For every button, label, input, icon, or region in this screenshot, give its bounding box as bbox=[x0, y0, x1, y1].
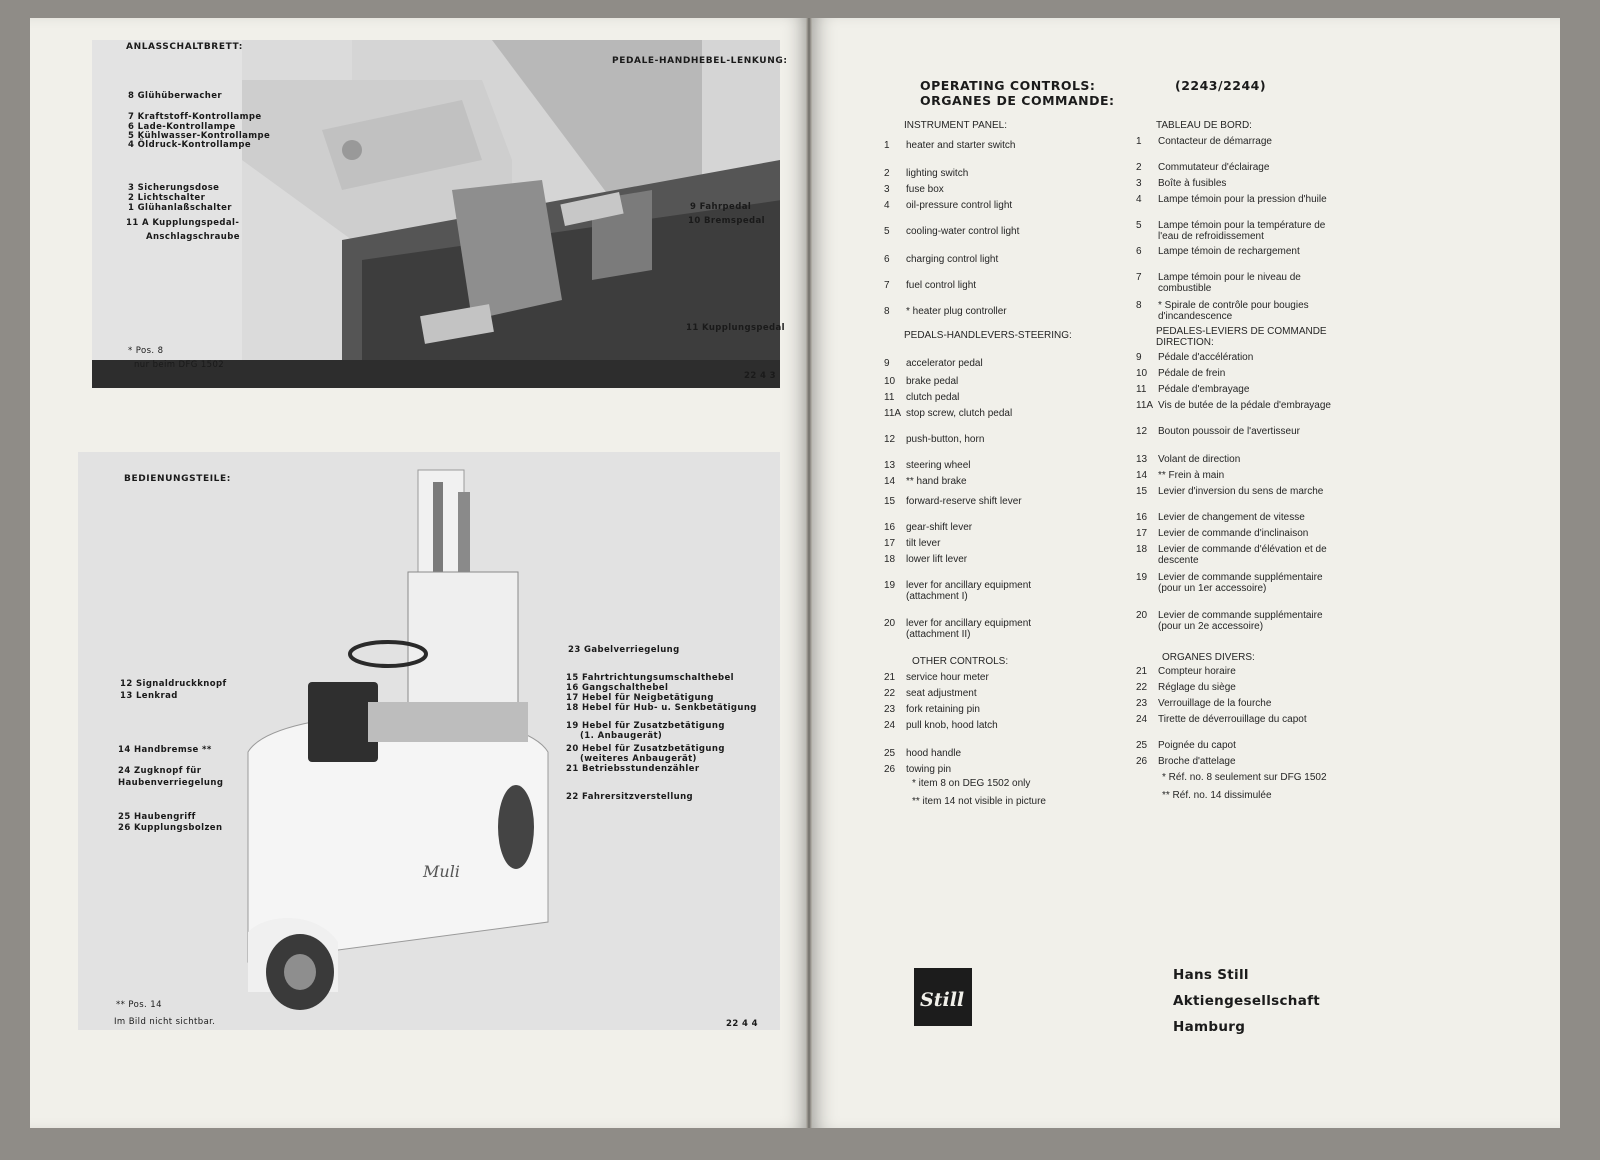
photo1-label: 6 Lade-Kontrollampe bbox=[128, 122, 236, 132]
still-logo-text: Still bbox=[920, 989, 965, 1011]
photo2-label: (1. Anbaugerät) bbox=[580, 731, 663, 741]
item-number: 19 bbox=[1136, 572, 1148, 583]
item-text: fuel control light bbox=[906, 280, 977, 291]
item-text: Lampe témoin de rechargement bbox=[1158, 246, 1300, 257]
item-text: lever for ancillary equipment (attachment II) bbox=[906, 618, 1032, 640]
english-footnote: * item 8 on DEG 1502 only bbox=[912, 778, 1031, 789]
item-number: 11A bbox=[884, 408, 902, 419]
photo1-label: 1 Glühanlaßschalter bbox=[128, 203, 232, 213]
photo1-label: Anschlagschraube bbox=[146, 232, 240, 242]
item-text: Pédale d'embrayage bbox=[1158, 384, 1250, 395]
photo1-label: 11 Kupplungspedal bbox=[686, 323, 785, 333]
item-text: cooling-water control light bbox=[906, 226, 1020, 237]
item-text: towing pin bbox=[906, 764, 952, 775]
item-number: 21 bbox=[1136, 666, 1148, 677]
french-footnote: ** Réf. no. 14 dissimulée bbox=[1162, 790, 1272, 801]
photo1-code: 22 4 3 bbox=[744, 371, 776, 381]
item-number: 14 bbox=[1136, 470, 1148, 481]
item-number: 6 bbox=[884, 254, 890, 265]
item-number: 22 bbox=[884, 688, 896, 699]
item-number: 11A bbox=[1136, 400, 1154, 411]
photo1-label: 7 Kraftstoff-Kontrollampe bbox=[128, 112, 262, 122]
item-number: 26 bbox=[884, 764, 896, 775]
french-section-title: ORGANES DIVERS: bbox=[1162, 652, 1255, 663]
item-number: 13 bbox=[1136, 454, 1148, 465]
item-number: 16 bbox=[884, 522, 896, 533]
title-english: OPERATING CONTROLS: bbox=[920, 78, 1096, 93]
photo1-label: 11 A Kupplungspedal- bbox=[126, 218, 240, 228]
item-text: Bouton poussoir de l'avertisseur bbox=[1158, 426, 1300, 437]
item-number: 9 bbox=[1136, 352, 1142, 363]
photo2-header: BEDIENUNGSTEILE: bbox=[124, 474, 231, 484]
item-text: hood handle bbox=[906, 748, 962, 759]
photo2-label: 23 Gabelverriegelung bbox=[568, 645, 680, 655]
item-text: steering wheel bbox=[906, 460, 971, 471]
forklift-photo bbox=[78, 452, 780, 1030]
item-number: 23 bbox=[884, 704, 896, 715]
item-number: 17 bbox=[884, 538, 896, 549]
item-text: clutch pedal bbox=[906, 392, 960, 403]
item-number: 11 bbox=[1136, 384, 1147, 395]
item-number: 7 bbox=[884, 280, 890, 291]
item-number: 7 bbox=[1136, 272, 1142, 283]
item-number: 25 bbox=[1136, 740, 1148, 751]
english-section-title: OTHER CONTROLS: bbox=[912, 656, 1009, 667]
item-text: Compteur horaire bbox=[1158, 666, 1236, 677]
item-text: Verrouillage de la fourche bbox=[1158, 698, 1272, 709]
item-number: 24 bbox=[884, 720, 896, 731]
item-number: 2 bbox=[1136, 162, 1142, 173]
french-section-title: PEDALES-LEVIERS DE COMMANDE DIRECTION: bbox=[1156, 326, 1327, 348]
photo2-label: 17 Hebel für Neigbetätigung bbox=[566, 693, 714, 703]
item-number: 26 bbox=[1136, 756, 1148, 767]
item-text: Pédale d'accélération bbox=[1158, 352, 1254, 363]
item-text: Vis de butée de la pédale d'embrayage bbox=[1158, 400, 1331, 411]
item-text: ** hand brake bbox=[906, 476, 967, 487]
item-number: 5 bbox=[1136, 220, 1142, 231]
company-line: Hamburg bbox=[1173, 1019, 1246, 1035]
item-number: 5 bbox=[884, 226, 890, 237]
photo1-label: 5 Kühlwasser-Kontrollampe bbox=[128, 131, 271, 141]
item-text: Lampe témoin pour la pression d'huile bbox=[1158, 194, 1327, 205]
photo1-label: 9 Fahrpedal bbox=[690, 202, 752, 212]
item-text: Broche d'attelage bbox=[1158, 756, 1236, 767]
item-text: Commutateur d'éclairage bbox=[1158, 162, 1270, 173]
photo1-header-right: PEDALE-HANDHEBEL-LENKUNG: bbox=[612, 56, 788, 66]
item-number: 3 bbox=[884, 184, 890, 195]
item-number: 10 bbox=[1136, 368, 1148, 379]
photo2-label: (weiteres Anbaugerät) bbox=[580, 754, 697, 764]
item-text: Volant de direction bbox=[1158, 454, 1241, 465]
item-number: 18 bbox=[1136, 544, 1148, 555]
item-text: push-button, horn bbox=[906, 434, 985, 445]
photo2-label: 13 Lenkrad bbox=[120, 691, 178, 701]
photo2-label: 22 Fahrersitzverstellung bbox=[566, 792, 694, 802]
photo2-note: Im Bild nicht sichtbar. bbox=[114, 1017, 216, 1027]
still-logo bbox=[914, 968, 972, 1026]
item-text: Contacteur de démarrage bbox=[1158, 136, 1272, 147]
french-section-title: TABLEAU DE BORD: bbox=[1156, 120, 1252, 131]
item-text: stop screw, clutch pedal bbox=[906, 408, 1013, 419]
photo1-note: nur beim DFG 1502 bbox=[134, 360, 225, 370]
photo1-header-left: ANLASSCHALTBRETT: bbox=[126, 42, 243, 52]
item-number: 8 bbox=[1136, 300, 1142, 311]
photo2-label: 26 Kupplungsbolzen bbox=[118, 823, 223, 833]
photo2-label: Haubenverriegelung bbox=[118, 778, 224, 788]
item-text: fuse box bbox=[906, 184, 944, 195]
photo2-label: 20 Hebel für Zusatzbetätigung bbox=[566, 744, 725, 754]
photo2-label: 16 Gangschalthebel bbox=[566, 683, 669, 693]
photo2-label: 15 Fahrtrichtungsumschalthebel bbox=[566, 673, 734, 683]
item-number: 8 bbox=[884, 306, 890, 317]
photo2-label: 25 Haubengriff bbox=[118, 812, 196, 822]
item-number: 9 bbox=[884, 358, 890, 369]
photo1-label: 10 Bremspedal bbox=[688, 216, 765, 226]
item-text: Levier de commande d'inclinaison bbox=[1158, 528, 1309, 539]
item-text: Levier de commande supplémentaire (pour un 2e accessoire) bbox=[1158, 610, 1323, 632]
photo1-note: * Pos. 8 bbox=[128, 346, 164, 356]
item-number: 18 bbox=[884, 554, 896, 565]
photo1-label: 3 Sicherungsdose bbox=[128, 183, 220, 193]
item-number: 3 bbox=[1136, 178, 1142, 189]
item-number: 16 bbox=[1136, 512, 1148, 523]
item-number: 12 bbox=[884, 434, 896, 445]
item-text: ** Frein à main bbox=[1158, 470, 1225, 481]
item-text: brake pedal bbox=[906, 376, 959, 387]
item-text: pull knob, hood latch bbox=[906, 720, 998, 731]
photo2-label: 18 Hebel für Hub- u. Senkbetätigung bbox=[566, 703, 757, 713]
item-number: 1 bbox=[884, 140, 890, 151]
photo2-label: 21 Betriebsstundenzähler bbox=[566, 764, 700, 774]
item-text: oil-pressure control light bbox=[906, 200, 1013, 211]
english-section-title: INSTRUMENT PANEL: bbox=[904, 120, 1007, 131]
company-block bbox=[1173, 962, 1320, 1040]
item-text: Lampe témoin pour la température de l'eau de refroidissement bbox=[1158, 220, 1326, 242]
photo2-label: 19 Hebel für Zusatzbetätigung bbox=[566, 721, 725, 731]
item-text: fork retaining pin bbox=[906, 704, 980, 715]
item-number: 1 bbox=[1136, 136, 1142, 147]
item-text: Réglage du siège bbox=[1158, 682, 1236, 693]
french-footnote: * Réf. no. 8 seulement sur DFG 1502 bbox=[1162, 772, 1327, 783]
item-number: 13 bbox=[884, 460, 896, 471]
item-number: 20 bbox=[1136, 610, 1148, 621]
item-text: * heater plug controller bbox=[906, 306, 1007, 317]
photo2-label: 14 Handbremse ** bbox=[118, 745, 212, 755]
item-text: Lampe témoin pour le niveau de combustible bbox=[1158, 272, 1301, 294]
item-text: service hour meter bbox=[906, 672, 989, 683]
item-text: accelerator pedal bbox=[906, 358, 983, 369]
photo2-note: ** Pos. 14 bbox=[116, 1000, 162, 1010]
item-text: heater and starter switch bbox=[906, 140, 1016, 151]
item-text: lighting switch bbox=[906, 168, 969, 179]
item-text: Boîte à fusibles bbox=[1158, 178, 1227, 189]
item-number: 25 bbox=[884, 748, 896, 759]
english-section-title: PEDALS-HANDLEVERS-STEERING: bbox=[904, 330, 1072, 341]
item-text: Levier de commande d'élévation et de descente bbox=[1158, 544, 1327, 566]
item-number: 23 bbox=[1136, 698, 1148, 709]
english-footnote: ** item 14 not visible in picture bbox=[912, 796, 1046, 807]
company-line: Aktiengesellschaft bbox=[1173, 993, 1321, 1009]
forklift-brand: Muli bbox=[423, 862, 460, 881]
forklift-illustration bbox=[78, 452, 780, 1030]
item-number: 24 bbox=[1136, 714, 1148, 725]
photo1-label: 4 Öldruck-Kontrollampe bbox=[128, 140, 252, 150]
item-number: 12 bbox=[1136, 426, 1148, 437]
item-text: seat adjustment bbox=[906, 688, 977, 699]
item-number: 22 bbox=[1136, 682, 1148, 693]
item-number: 20 bbox=[884, 618, 896, 629]
photo2-label: 12 Signaldruckknopf bbox=[120, 679, 227, 689]
item-number: 6 bbox=[1136, 246, 1142, 257]
item-number: 17 bbox=[1136, 528, 1148, 539]
photo1-label: 2 Lichtschalter bbox=[128, 193, 206, 203]
item-text: Pédale de frein bbox=[1158, 368, 1226, 379]
item-number: 2 bbox=[884, 168, 890, 179]
photo1-label: 8 Glühüberwacher bbox=[128, 91, 222, 101]
item-number: 14 bbox=[884, 476, 896, 487]
item-text: Tirette de déverrouillage du capot bbox=[1158, 714, 1307, 725]
title-french: ORGANES DE COMMANDE: bbox=[920, 93, 1115, 108]
item-text: charging control light bbox=[906, 254, 999, 265]
item-number: 21 bbox=[884, 672, 896, 683]
item-number: 4 bbox=[884, 200, 890, 211]
item-number: 19 bbox=[884, 580, 896, 591]
item-number: 15 bbox=[884, 496, 896, 507]
company-line: Hans Still bbox=[1173, 967, 1249, 983]
item-text: Levier d'inversion du sens de marche bbox=[1158, 486, 1324, 497]
item-text: Levier de commande supplémentaire (pour un 1er accessoire) bbox=[1158, 572, 1323, 594]
photo2-code: 22 4 4 bbox=[726, 1019, 758, 1029]
item-text: tilt lever bbox=[906, 538, 941, 549]
item-text: Poignée du capot bbox=[1158, 740, 1236, 751]
item-number: 10 bbox=[884, 376, 896, 387]
item-number: 11 bbox=[884, 392, 895, 403]
item-text: * Spirale de contrôle pour bougies d'incandescence bbox=[1158, 300, 1309, 322]
item-text: lower lift lever bbox=[906, 554, 968, 565]
item-text: lever for ancillary equipment (attachment I) bbox=[906, 580, 1032, 602]
book-gutter bbox=[806, 18, 812, 1128]
item-number: 4 bbox=[1136, 194, 1142, 205]
item-text: gear-shift lever bbox=[906, 522, 973, 533]
model-number: (2243/2244) bbox=[1175, 78, 1267, 93]
photo2-label: 24 Zugknopf für bbox=[118, 766, 202, 776]
item-text: Levier de changement de vitesse bbox=[1158, 512, 1305, 523]
item-text: forward-reserve shift lever bbox=[906, 496, 1022, 507]
item-number: 15 bbox=[1136, 486, 1148, 497]
